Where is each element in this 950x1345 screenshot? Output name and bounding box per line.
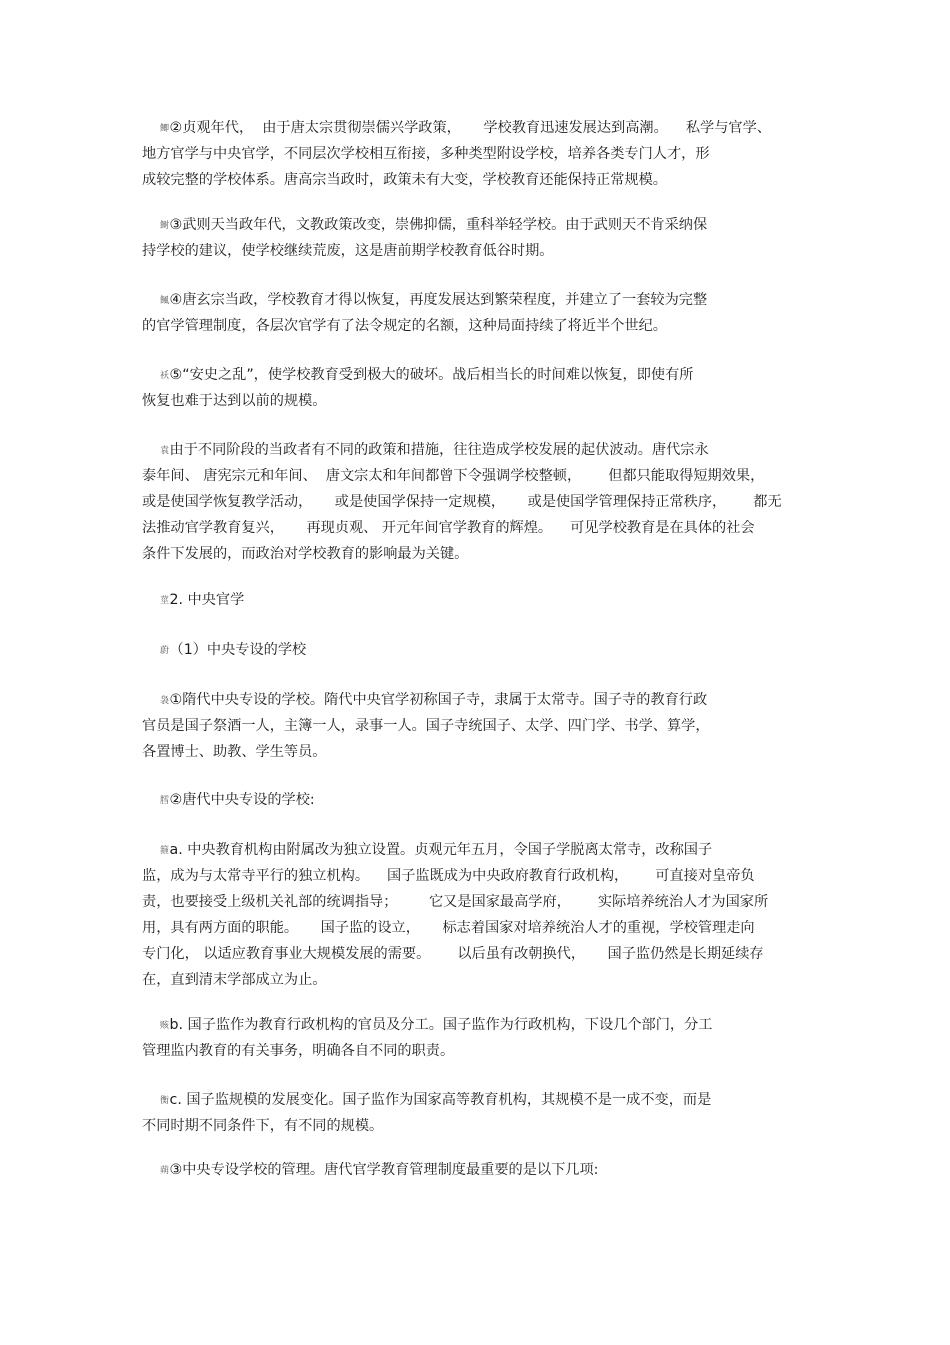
line-text: a. 中央教育机构由附属改为独立设置。贞观元年五月，令国子学脱离太常寺，改称国子 [169, 842, 713, 858]
text-line [160, 840, 712, 861]
text-line [142, 944, 764, 964]
line-text: 法推动官学教育复兴， 再现贞观、 开元年间官学教育的辉煌。 可见学校教育是在具体的社会 [142, 520, 755, 536]
text-line [160, 590, 244, 611]
line-text: 管理监内教育的有关事务，明确各自不同的职责。 [142, 1043, 455, 1059]
paragraph-marker: 蒴 [160, 1166, 169, 1176]
line-text: 2. 中央官学 [169, 592, 245, 608]
text-line [160, 1160, 598, 1181]
paragraph-marker: 赅 [160, 1021, 169, 1031]
text-line [160, 440, 709, 461]
line-text: 地方官学与中央官学，不同层次学校相互衔接，多种类型附设学校，培养各类专门人才，形 [142, 146, 710, 162]
paragraph-marker: 鲺 [160, 296, 169, 306]
line-text: ⑤“安史之乱”，使学校教育受到极大的破坏。战后相当长的时间难以恢复，即使有所 [169, 367, 694, 383]
line-text: ①隋代中央专设的学校。隋代中央官学初称国子寺，隶属于太常寺。国子寺的教育行政 [169, 692, 708, 708]
text-line [160, 1015, 712, 1036]
paragraph-marker: 衡 [160, 1096, 169, 1106]
text-line [142, 144, 710, 164]
text-line [160, 790, 315, 811]
line-text: ④唐玄宗当政，学校教育才得以恢复，再度发展达到繁荣程度，并建立了一套较为完整 [169, 292, 708, 308]
text-line [142, 518, 755, 538]
line-text: b. 国子监作为教育行政机构的官员及分工。国子监作为行政机构，下设几个部门，分工 [169, 1017, 713, 1033]
text-line [142, 1041, 454, 1061]
text-line [142, 970, 326, 990]
line-text: 责，也要接受上级机关礼部的统调指导； 它又是国家最高学府， 实际培养统治人才为国家所 [142, 894, 769, 910]
text-line [142, 866, 755, 886]
text-line [142, 391, 326, 411]
text-line [160, 215, 707, 236]
line-text: 用，具有两方面的职能。 国子监的设立， 标志着国家对培养统治人才的重视，学校管理走向 [142, 920, 755, 936]
paragraph-marker: 鲥 [160, 221, 169, 231]
line-text: ②贞观年代， 由于唐太宗贯彻崇儒兴学政策， 学校教育迅速发展达到高潮。 私学与官学、 [169, 120, 771, 136]
line-text: 在，直到清末学部成立为止。 [142, 972, 327, 988]
text-line [142, 544, 468, 564]
text-line [160, 290, 707, 311]
line-text: 成较完整的学校体系。唐高宗当政时，政策未有大变，学校教育还能保持正常规模。 [142, 172, 667, 188]
text-line [160, 365, 694, 386]
paragraph-marker: 袄 [160, 371, 169, 381]
line-text: （1）中央专设的学校 [169, 642, 307, 658]
text-line [160, 118, 771, 139]
paragraph-marker: 鲫 [160, 124, 169, 134]
text-line [142, 241, 553, 261]
text-line [160, 640, 306, 661]
line-text: 专门化， 以适应教育事业大规模发展的需要。 以后虽有改朝换代， 国子监仍然是长期延续存 [142, 946, 764, 962]
text-line [142, 892, 768, 912]
line-text: 或是使国学恢复教学活动， 或是使国学保持一定规模， 或是使国学管理保持正常秩序， 都无 [142, 494, 782, 510]
line-text: 监，成为与太常寺平行的独立机构。 国子监既成为中央政府教育行政机构， 可直接对皇帝负 [142, 868, 755, 884]
text-line [142, 1116, 383, 1136]
line-text: 各置博士、助教、学生等员。 [142, 744, 327, 760]
text-line [142, 918, 755, 938]
paragraph-marker: 膤 [160, 796, 169, 806]
line-text: 恢复也难于达到以前的规模。 [142, 393, 327, 409]
line-text: 条件下发展的，而政治对学校教育的影响最为关键。 [142, 546, 469, 562]
paragraph-marker: 袁 [160, 446, 169, 456]
text-line [142, 716, 710, 736]
paragraph-marker: 莖 [160, 596, 169, 606]
paragraph-marker: 蔚 [160, 646, 169, 656]
text-line [142, 316, 667, 336]
text-line [142, 742, 326, 762]
line-text: 泰年间、 唐宪宗元和年间、 唐文宗太和年间都曾下令强调学校整顿， 但都只能取得短期效果， [142, 468, 765, 484]
text-line [142, 170, 667, 190]
paragraph-marker: 袅 [160, 696, 169, 706]
line-text: ③中央专设学校的管理。唐代官学教育管理制度最重要的是以下几项: [169, 1162, 599, 1178]
line-text: c. 国子监规模的发展变化。国子监作为国家高等教育机构，其规模不是一成不变，而是 [169, 1092, 712, 1108]
line-text: ②唐代中央专设的学校: [169, 792, 315, 808]
text-line [160, 690, 707, 711]
text-line [160, 1090, 711, 1111]
line-text: 持学校的建议，使学校继续荒废，这是唐前期学校教育低谷时期。 [142, 243, 554, 259]
line-text: ③武则天当政年代，文教政策改变，崇佛抑儒，重科举轻学校。由于武则天不肯采纳保 [169, 217, 708, 233]
line-text: 由于不同阶段的当政者有不同的政策和措施，往往造成学校发展的起伏波动。唐代宗永 [169, 442, 709, 458]
paragraph-marker: 箍 [160, 846, 169, 856]
text-line [142, 492, 782, 512]
line-text: 的官学管理制度，各层次官学有了法令规定的名额，这种局面持续了将近半个世纪。 [142, 318, 667, 334]
text-line [142, 466, 764, 486]
line-text: 官员是国子祭酒一人，主簿一人，录事一人。国子寺统国子、太学、四门学、书学、算学， [142, 718, 710, 734]
line-text: 不同时期不同条件下，有不同的规模。 [142, 1118, 384, 1134]
